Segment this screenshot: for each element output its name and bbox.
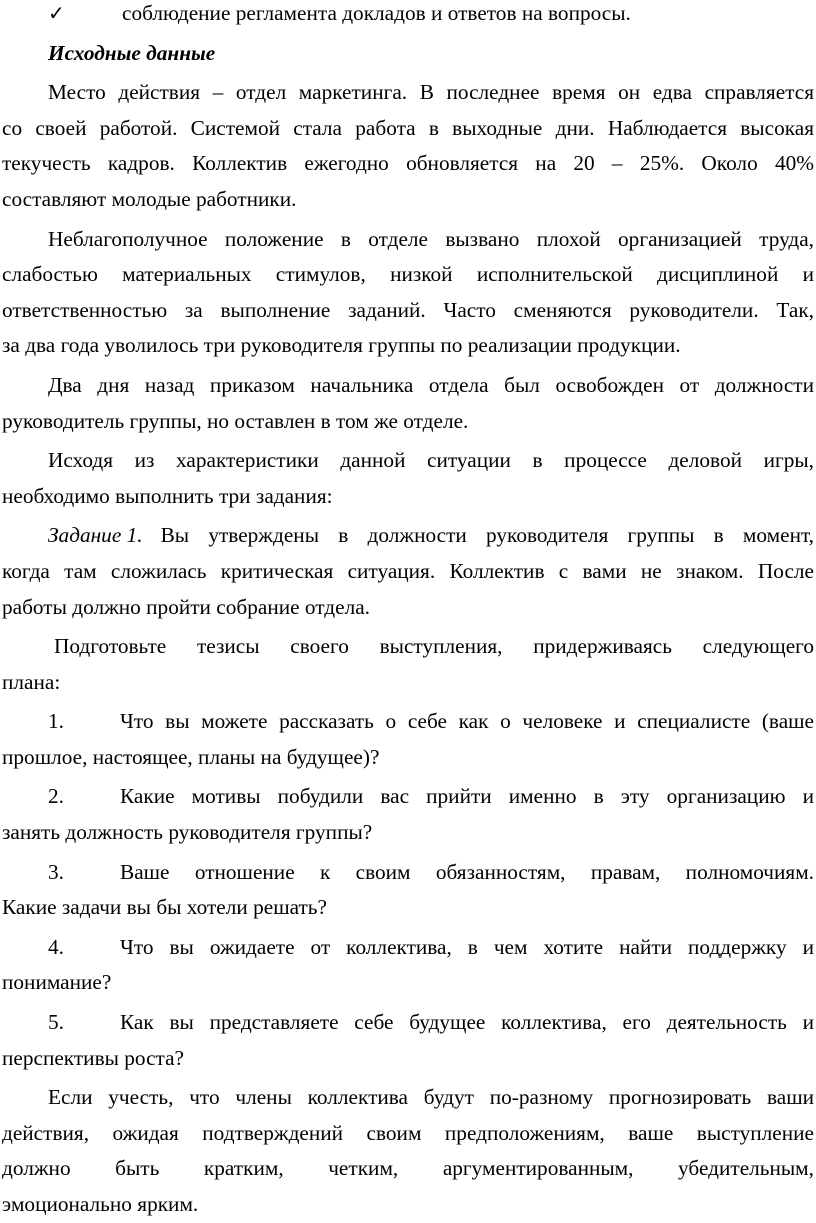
task-1-paragraph: [2, 518, 814, 625]
paragraph-line: за два года уволилось три руководителя группы по реализации продукции.: [2, 333, 681, 358]
list-item-continuation: перспективы роста?: [2, 1045, 185, 1070]
paragraph-line: необходимо выполнить три задания:: [2, 483, 333, 508]
list-item: [2, 1005, 814, 1076]
paragraph-line: когда там сложилась критическая ситуация. Коллектив с вами не знаком. После: [2, 558, 814, 583]
paragraph-line: Неблагополучное положение в отделе вызвано плохой организацией труда,: [48, 226, 814, 251]
list-item-first-line: [2, 855, 814, 891]
list-item-continuation: занять должность руководителя группы?: [2, 820, 373, 845]
paragraph-line-text: Вы утверждены в должности руководителя группы в момент,: [160, 523, 814, 548]
paragraph-line: Место действия – отдел маркетинга. В последнее время он едва справляется: [48, 80, 814, 105]
list-item: [2, 704, 814, 775]
list-item-continuation: понимание?: [2, 970, 112, 995]
list-item-text: Ваше отношение к своим обязанностям, правам, полномочиям.: [120, 859, 814, 884]
list-item: [2, 779, 814, 850]
paragraph-line: работы должно пройти собрание отдела.: [2, 594, 370, 619]
list-item-number: 2.: [48, 784, 64, 809]
paragraph-7: [2, 1080, 814, 1222]
paragraph-line: Исходя из характеристики данной ситуации в процессе деловой игры,: [48, 448, 814, 473]
list-item-number: 3.: [48, 859, 64, 884]
checklist-item: [2, 0, 814, 32]
paragraph-line: действия, ожидая подтверждений своим предположениям, ваше выступление: [2, 1120, 814, 1145]
list-item-number: 5.: [48, 1010, 64, 1035]
list-item-continuation: прошлое, настоящее, планы на будущее)?: [2, 744, 380, 769]
list-item-number: 4.: [48, 934, 64, 959]
task-label: Задание 1.: [48, 523, 143, 548]
paragraph-line: эмоционально ярким.: [2, 1192, 199, 1216]
list-item-first-line: [2, 704, 814, 740]
paragraph-1: [2, 75, 814, 217]
list-item-text: Что вы можете рассказать о себе как о человеке и специалисте (ваше: [120, 709, 814, 734]
checklist-item-text: соблюдение регламента докладов и ответов на вопросы.: [122, 1, 631, 25]
numbered-list: [2, 704, 814, 1076]
paragraph-3: [2, 368, 814, 439]
paragraph-line: текучесть кадров. Коллектив ежегодно обновляется на 20 – 25%. Около 40%: [2, 151, 814, 176]
paragraph-line: руководитель группы, но оставлен в том же отделе.: [2, 408, 469, 433]
paragraph-line: плана:: [2, 669, 61, 694]
list-item: [2, 930, 814, 1001]
paragraph-line: слабостью материальных стимулов, низкой исполнительской дисциплиной и: [2, 262, 814, 287]
section-heading: Исходные данные: [48, 40, 216, 65]
paragraph-line: Если учесть, что члены коллектива будут по-разному прогнозировать ваши: [48, 1085, 814, 1110]
paragraph-line: со своей работой. Системой стала работа в выходные дни. Наблюдается высокая: [2, 115, 814, 140]
list-item-text: Какие мотивы побудили вас прийти именно в эту организацию и: [120, 784, 814, 809]
list-item: [2, 855, 814, 926]
paragraph-line: [2, 518, 814, 554]
list-item-text: Что вы ожидаете от коллектива, в чем хотите найти поддержку и: [120, 934, 814, 959]
paragraph-2: [2, 222, 814, 364]
list-item-first-line: [2, 930, 814, 966]
paragraph-line: ответственностью за выполнение заданий. Часто сменяются руководители. Так,: [2, 297, 814, 322]
list-item-text: Как вы представляете себе будущее коллектива, его деятельность и: [120, 1010, 814, 1035]
paragraph-line: Два дня назад приказом начальника отдела был освобожден от должности: [48, 372, 814, 397]
paragraph-line: составляют молодые работники.: [2, 186, 297, 211]
paragraph-line: Подготовьте тезисы своего выступления, придерживаясь следующего: [54, 634, 814, 659]
list-item-continuation: Какие задачи вы бы хотели решать?: [2, 895, 327, 920]
list-item-first-line: [2, 1005, 814, 1041]
list-item-number: 1.: [48, 709, 64, 734]
check-mark-icon: ✓: [48, 1, 65, 25]
paragraph-line: должно быть кратким, четким, аргументированным, убедительным,: [2, 1156, 814, 1181]
paragraph-6: [2, 629, 814, 700]
paragraph-4: [2, 443, 814, 514]
list-item-first-line: [2, 779, 814, 815]
